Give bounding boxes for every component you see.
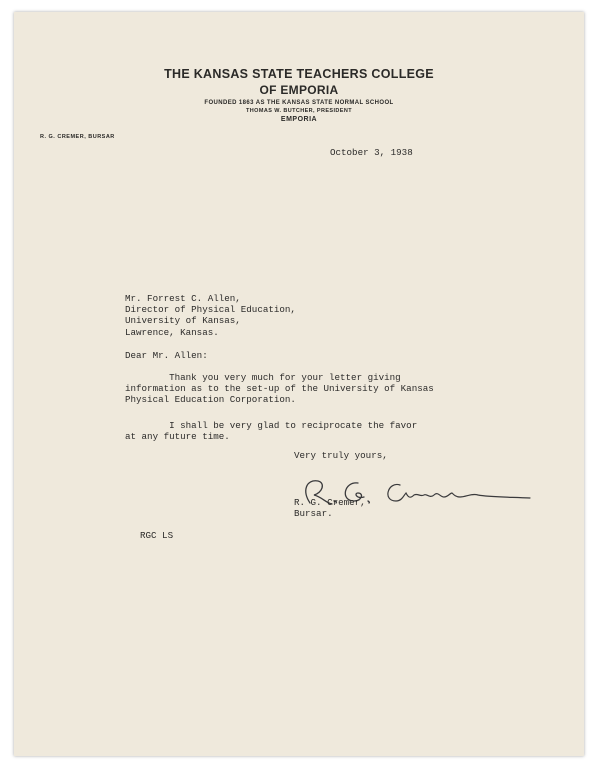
body-paragraph-2: I shall be very glad to reciprocate the favor at any future time. xyxy=(125,420,418,443)
president-line: THOMAS W. BUTCHER, PRESIDENT xyxy=(246,108,352,114)
founded-line: FOUNDED 1863 AS THE KANSAS STATE NORMAL SCHOOL xyxy=(204,100,394,106)
body-paragraph-1: Thank you very much for your letter giving information as to the set-up of the University of Kansas Physical Education Corporation. xyxy=(125,372,434,406)
reference-initials: RGC LS xyxy=(140,530,174,541)
college-subtitle: OF EMPORIA xyxy=(259,83,339,97)
salutation: Dear Mr. Allen: xyxy=(125,350,208,361)
city-line: EMPORIA xyxy=(280,116,318,123)
letter-page xyxy=(14,12,584,756)
closing: Very truly yours, xyxy=(294,450,388,461)
college-name: THE KANSAS STATE TEACHERS COLLEGE xyxy=(164,67,434,81)
bursar-heading: R. G. CREMER, BURSAR xyxy=(40,134,115,140)
signer-name: R. G. Cremer, Bursar. xyxy=(294,497,366,520)
letter-date: October 3, 1938 xyxy=(330,147,413,158)
recipient-address: Mr. Forrest C. Allen, Director of Physical Education, University of Kansas, Lawrence, Kansas. xyxy=(125,293,296,338)
